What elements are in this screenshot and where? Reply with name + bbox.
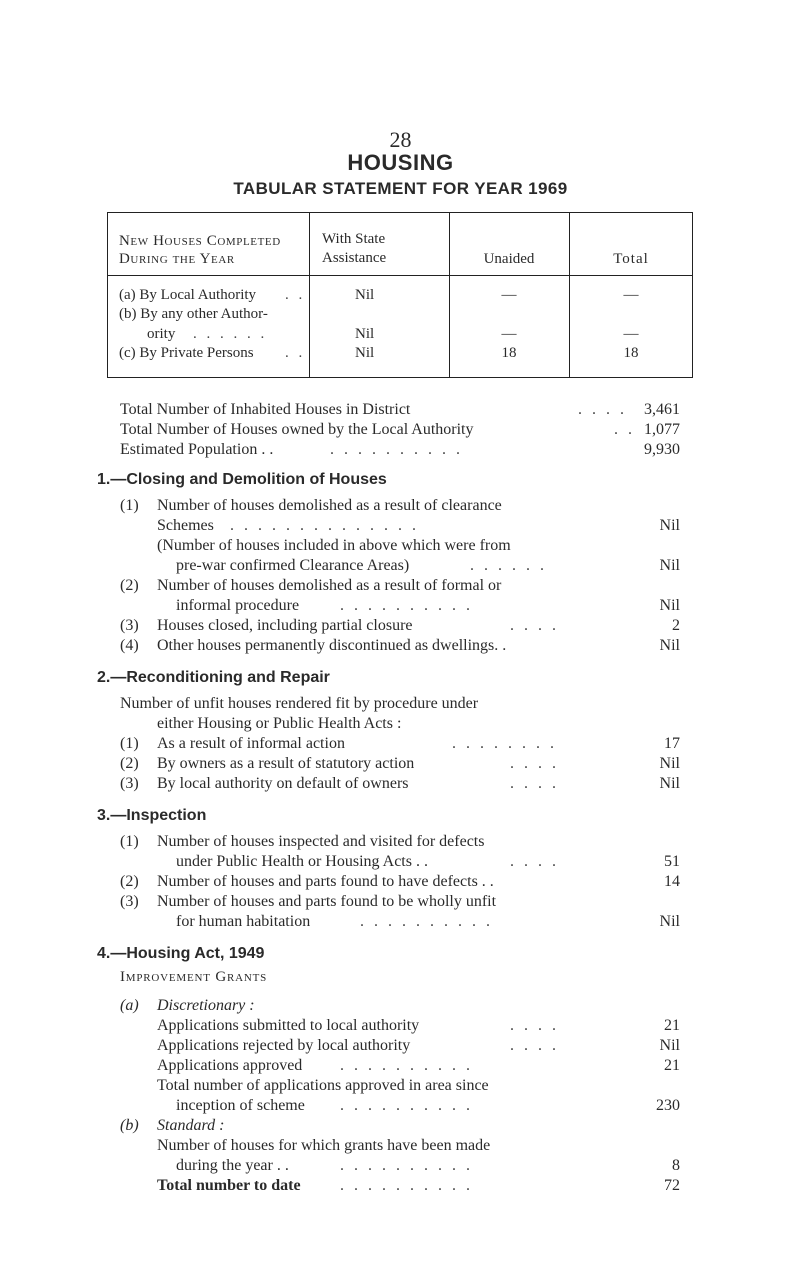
page-title: HOUSING — [347, 150, 454, 175]
header-new-houses: New Houses Completed — [119, 233, 281, 249]
s1-item3-line1: Houses closed, including partial closure — [157, 617, 413, 634]
s4-a-item2-value: Nil — [659, 1037, 680, 1054]
s1-item4-line1: Other houses permanently discontinued as dwellings. . — [157, 637, 507, 654]
row-a-unaided: — — [501, 287, 517, 303]
s4-a-title: Discretionary : — [157, 997, 255, 1014]
s4-a-item2-dots: . . . . — [510, 1037, 559, 1054]
row-a-total: — — [623, 287, 639, 303]
s4-a-item2-label: Applications rejected by local authority — [157, 1037, 411, 1054]
header-with-state: With State — [322, 231, 386, 247]
row-b-label-line2: ority — [147, 326, 176, 342]
row-a-label: (a) By Local Authority — [119, 287, 257, 303]
row-c-state: Nil — [355, 345, 375, 361]
s4-b-item2-label: Total number to date — [157, 1177, 301, 1194]
summary-owned-label: Total Number of Houses owned by the Local Authority — [120, 421, 474, 438]
s3-item3-value: Nil — [659, 913, 680, 930]
s4-a-item4-line2: inception of scheme — [176, 1097, 305, 1114]
row-a-state: Nil — [355, 287, 375, 303]
s3-item3-num: (3) — [120, 893, 139, 910]
s4-a-item1-label: Applications submitted to local authority — [157, 1017, 420, 1034]
s1-item4-num: (4) — [120, 637, 139, 654]
s2-item1-value: 17 — [664, 735, 680, 752]
s4-b-title: Standard : — [157, 1117, 225, 1134]
s1-item1-line2: Schemes — [157, 517, 214, 534]
s1-item1b-line2: pre-war confirmed Clearance Areas) — [176, 557, 410, 574]
header-unaided: Unaided — [483, 251, 535, 267]
header-assistance: Assistance — [322, 250, 387, 266]
s2-item3-value: Nil — [659, 775, 680, 792]
row-b-label-line1: (b) By any other Author- — [119, 306, 268, 322]
summary-inhabited-value: 3,461 — [644, 401, 680, 418]
s3-item1-line2: under Public Health or Housing Acts . . — [176, 853, 428, 870]
table-top-rule — [107, 212, 693, 213]
s4-b-item1-line1: Number of houses for which grants have been made — [157, 1137, 491, 1154]
s2-item1-label: As a result of informal action — [157, 735, 345, 752]
s1-item1-line1: Number of houses demolished as a result of clearance — [157, 497, 502, 514]
s3-item1-value: 51 — [664, 853, 680, 870]
s3-item2-value: 14 — [664, 873, 680, 890]
s1-item2-value: Nil — [659, 597, 680, 614]
row-b-state: Nil — [355, 326, 375, 342]
page-number: 28 — [389, 127, 412, 152]
s1-item3-num: (3) — [120, 617, 139, 634]
section-3-heading: 3.—Inspection — [97, 807, 207, 824]
s3-item1-dots: . . . . — [510, 853, 559, 870]
row-b-total: — — [623, 326, 639, 342]
s1-item2-line1: Number of houses demolished as a result of formal or — [157, 577, 502, 594]
s4-a-item3-label: Applications approved — [157, 1057, 303, 1074]
table-header-rule — [107, 275, 693, 276]
s1-item1-dots: . . . . . . . . . . . . . . — [230, 517, 419, 534]
page-subtitle: TABULAR STATEMENT FOR YEAR 1969 — [233, 179, 568, 198]
section-1-heading: 1.—Closing and Demolition of Houses — [97, 471, 387, 488]
s2-intro-line2: either Housing or Public Health Acts : — [157, 715, 402, 732]
row-c-total: 18 — [623, 345, 639, 361]
row-c-label: (c) By Private Persons — [119, 345, 254, 361]
s3-item2-num: (2) — [120, 873, 139, 890]
s4-a-item3-value: 21 — [664, 1057, 680, 1074]
s4-b-item1-line2: during the year . . — [176, 1157, 289, 1174]
s1-item4-value: Nil — [659, 637, 680, 654]
s2-item3-dots: . . . . — [510, 775, 559, 792]
s4-a-item3-dots: . . . . . . . . . . — [340, 1057, 473, 1074]
summary-population-value: 9,930 — [644, 441, 680, 458]
row-b-unaided: — — [501, 326, 517, 342]
summary-owned-dots: . . — [614, 421, 635, 438]
s4-a-item4-dots: . . . . . . . . . . — [340, 1097, 473, 1114]
s1-item2-num: (2) — [120, 577, 139, 594]
s2-item1-num: (1) — [120, 735, 139, 752]
s2-item3-num: (3) — [120, 775, 139, 792]
s1-item3-dots: . . . . — [510, 617, 559, 634]
housing-table — [107, 212, 693, 378]
summary-population-label: Estimated Population . . — [120, 441, 274, 458]
s3-item1-line1: Number of houses inspected and visited for defects — [157, 833, 485, 850]
s2-intro-line1: Number of unfit houses rendered fit by procedure under — [120, 695, 479, 712]
s3-item3-line2: for human habitation — [176, 913, 311, 930]
s2-item1-dots: . . . . . . . . — [452, 735, 557, 752]
s4-a-label: (a) — [120, 997, 139, 1014]
s2-item3-label: By local authority on default of owners — [157, 775, 409, 792]
summary-owned-value: 1,077 — [644, 421, 680, 438]
s1-item1b-dots: . . . . . . — [470, 557, 547, 574]
s1-item1-value: Nil — [659, 517, 680, 534]
table-left-rule — [107, 212, 108, 378]
s1-item1b-value: Nil — [659, 557, 680, 574]
summary-inhabited-dots: . . . . — [578, 401, 627, 418]
s4-b-item1-dots: . . . . . . . . . . — [340, 1157, 473, 1174]
s1-item1b-line1: (Number of houses included in above which were from — [157, 537, 511, 554]
s3-item2-line1: Number of houses and parts found to have defects . . — [157, 873, 494, 890]
s3-item1-num: (1) — [120, 833, 139, 850]
s4-a-item1-dots: . . . . — [510, 1017, 559, 1034]
s4-a-item4-value: 230 — [656, 1097, 680, 1114]
header-total: Total — [613, 251, 649, 267]
s4-b-item1-value: 8 — [672, 1157, 680, 1174]
header-during-year: During the Year — [119, 251, 235, 267]
table-col-rule — [309, 212, 310, 378]
table-bottom-rule — [107, 377, 693, 378]
s3-item3-dots: . . . . . . . . . . — [360, 913, 493, 930]
s4-b-item2-dots: . . . . . . . . . . — [340, 1177, 473, 1194]
s4-b-item2-value: 72 — [664, 1177, 680, 1194]
row-a-dots: . . — [285, 287, 306, 303]
s2-item2-value: Nil — [659, 755, 680, 772]
s4-a-item1-value: 21 — [664, 1017, 680, 1034]
section-2-heading: 2.—Reconditioning and Repair — [97, 669, 330, 686]
summary-inhabited-label: Total Number of Inhabited Houses in District — [120, 401, 411, 418]
summary-population-dots: . . . . . . . . . . — [330, 441, 463, 458]
s1-item2-line2: informal procedure — [176, 597, 300, 614]
s1-item2-dots: . . . . . . . . . . — [340, 597, 473, 614]
row-c-dots: . . — [285, 345, 306, 361]
s4-a-item4-line1: Total number of applications approved in area since — [157, 1077, 489, 1094]
s2-item2-num: (2) — [120, 755, 139, 772]
s1-item3-value: 2 — [672, 617, 680, 634]
s4-b-label: (b) — [120, 1117, 139, 1134]
s3-item3-line1: Number of houses and parts found to be wholly unfit — [157, 893, 497, 910]
section-4-heading: 4.—Housing Act, 1949 — [97, 945, 265, 962]
s1-item1-num: (1) — [120, 497, 139, 514]
s4-subheading: Improvement Grants — [120, 969, 268, 985]
s2-item2-label: By owners as a result of statutory action — [157, 755, 415, 772]
row-c-unaided: 18 — [501, 345, 517, 361]
s2-item2-dots: . . . . — [510, 755, 559, 772]
row-b-dots: . . . . . . — [193, 326, 268, 342]
